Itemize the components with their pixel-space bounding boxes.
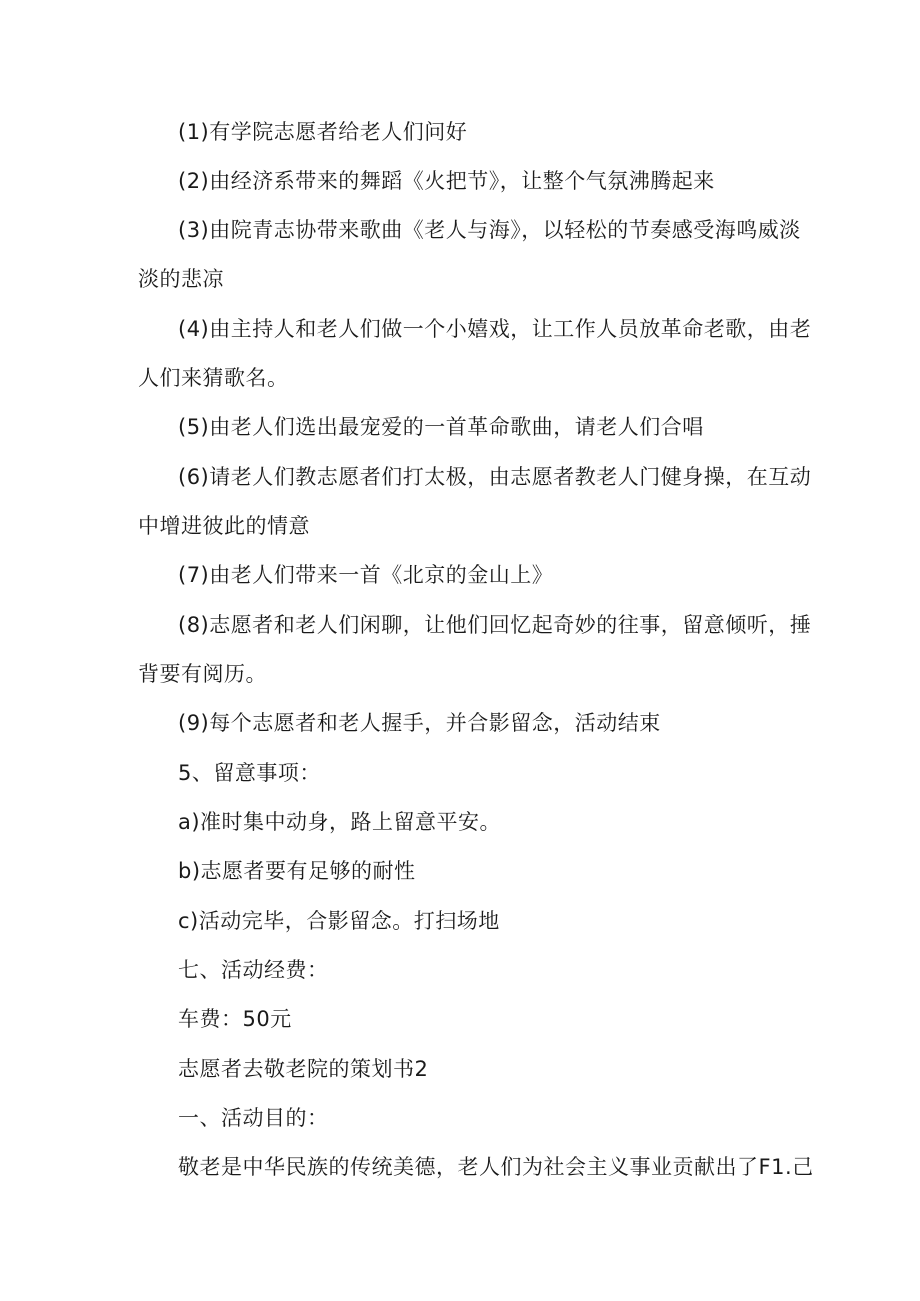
paragraph-purpose: 敬老是中华民族的传统美德，老人们为社会主义事业贡献出了F1.己 (178, 1155, 814, 1179)
paragraph-item-9: (9)每个志愿者和老人握手，并合影留念，活动结束 (178, 711, 661, 735)
paragraph-item-5: (5)由老人们选出最宠爱的一首革命歌曲，请老人们合唱 (178, 415, 704, 439)
funding-item-fare: 车费：50元 (178, 1007, 292, 1031)
section-heading-funding: 七、活动经费： (178, 958, 329, 982)
note-item-b: b)志愿者要有足够的耐性 (178, 859, 416, 883)
paragraph-item-1: (1)有学院志愿者给老人们问好 (178, 120, 468, 144)
paragraph-item-4: (4)由主持人和老人们做一个小嬉戏，让工作人员放革命老歌，由老 (178, 317, 812, 341)
paragraph-item-7: (7)由老人们带来一首《北京的金山上》 (178, 563, 554, 587)
paragraph-item-3: (3)由院青志协带来歌曲《老人与海》，以轻松的节奏感受海鸣威淡 (178, 218, 801, 242)
note-item-a: a)准时集中动身，路上留意平安。 (178, 810, 502, 834)
note-item-c: c)活动完毕，合影留念。打扫场地 (178, 909, 500, 933)
paragraph-item-6: (6)请老人们教志愿者们打太极，由志愿者教老人门健身操，在互动 (178, 465, 812, 489)
section-heading-purpose: 一、活动目的： (178, 1106, 329, 1130)
paragraph-item-6-cont: 中增进彼此的情意 (138, 514, 310, 538)
paragraph-item-8-cont: 背要有阅历。 (138, 662, 267, 686)
paragraph-item-8: (8)志愿者和老人们闲聊，让他们回忆起奇妙的往事，留意倾听，捶 (178, 613, 812, 637)
paragraph-item-2: (2)由经济系带来的舞蹈《火把节》，让整个气氛沸腾起来 (178, 169, 715, 193)
paragraph-item-4-cont: 人们来猜歌名。 (138, 366, 289, 390)
section-heading-notes: 5、留意事项： (178, 761, 321, 785)
document-title-2: 志愿者去敬老院的策划书2 (178, 1057, 429, 1081)
paragraph-item-3-cont: 淡的悲凉 (138, 267, 224, 291)
